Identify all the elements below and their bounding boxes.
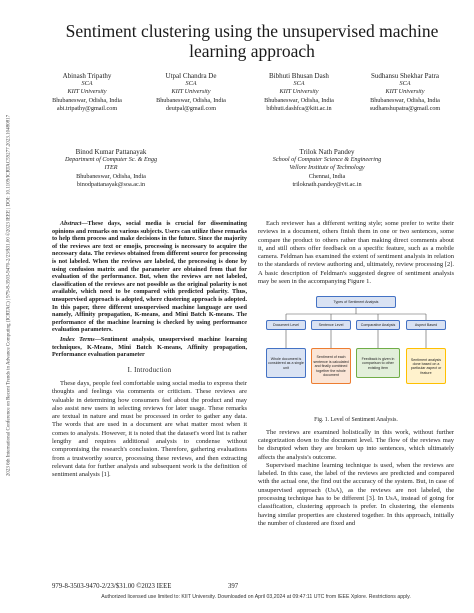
- license-notice: Authorized licensed use limited to: KIIT University. Downloaded on April 03,2024 at 09:47:11 UTC from IEEE Xplore. Restrictions apply.: [101, 594, 411, 600]
- figure-level-aspect: Aspect Based: [406, 320, 446, 330]
- figure-desc-aspect: Sentiment analysis done based on a particular aspect or feature: [406, 348, 446, 384]
- right-paragraph-3: Supervised machine learning technique is used, when the reviews are labeled. In this case, the label of the reviews are predicted and compared with the actual one, the find out the accuracy of the system. But, in case of unsupervised approach (UsA), as the reviews are not labeled, the processing technique has to be different [3]. In UsA, instead of going for classification, clustering approach is prefer. In clustering, the elements having similar properties are clustered together. In this approach, initially the number of clustered are fixed and: [258, 461, 454, 527]
- abstract: [52, 220, 247, 359]
- author-org: KIIT University: [171, 88, 211, 96]
- left-column: [52, 220, 247, 480]
- author-3: [244, 72, 354, 113]
- author-dept: SCA: [81, 80, 93, 88]
- author-1: [32, 72, 142, 113]
- author-dept: Department of Computer Sc. & Engg: [64, 156, 158, 164]
- figure-desc-document: Whole document is considered as a single unit: [266, 348, 306, 378]
- author-email: sudhanshupatra@gmail.com: [369, 104, 441, 112]
- author-dept: SCA: [185, 80, 197, 88]
- author-location: Bhubaneswar, Odisha, India: [156, 96, 226, 104]
- doi-sidebar: [2, 60, 16, 540]
- author-location: Bhubaneswar, Odisha, India: [76, 172, 146, 180]
- author-name: Utpal Chandra De: [165, 72, 217, 80]
- author-org: KIIT University: [279, 88, 319, 96]
- author-4: [350, 72, 460, 113]
- author-email: abi.tripathy@gmail.com: [56, 104, 118, 112]
- author-location: Chennai, India: [308, 172, 346, 180]
- author-name: Abinash Tripathy: [62, 72, 112, 80]
- author-org: ITER: [104, 164, 118, 172]
- author-org: KIIT University: [67, 88, 107, 96]
- right-paragraph-1: Each reviewer has a different writing style; some prefer to write their reviews in a document, others finish them in one or two sentences, some compare the product to others rather than making direct comments about it, and still others offer feedback on a specific feature, such as a mobile camera. Feldman has examined the extent of sentiment analysis in relation to the standards of review authoring and, ultimately, review processing [2]. A basic description of Feldman's suggested degree of sentiment analysis may be seen in the accompanying Figure 1.: [258, 220, 454, 286]
- figure-desc-sentence: Sentiment of each sentence is calculated and finally combined together the whole document: [311, 348, 351, 384]
- author-location: Bhubaneswar, Odisha, India: [370, 96, 440, 104]
- author-email: triloknath.pandey@vit.ac.in: [292, 180, 362, 188]
- author-email: deutpal@gmail.com: [165, 104, 217, 112]
- author-6: [247, 148, 407, 189]
- figure-level-document: Document Level: [266, 320, 306, 330]
- paper-title: Sentiment clustering using the unsupervised machine learning approach: [65, 21, 439, 61]
- right-paragraph-2: The reviews are examined holistically in this work, without further categorization down to the document level. The flow of the reviews may be disrupted when they are broken up into sentences, which ultimately affects the analysis's outcome.: [258, 428, 454, 461]
- author-location: Bhubaneswar, Odisha, India: [52, 96, 122, 104]
- section-heading: I. Introduction: [127, 366, 172, 374]
- author-name: Binod Kumar Pattanayak: [75, 148, 147, 156]
- author-email: bibhuti.dashfca@kiit.ac.in: [266, 104, 332, 112]
- author-location: Bhubaneswar, Odisha, India: [264, 96, 334, 104]
- index-terms-text: —Sentiment analysis, unsupervised machine learning techniques, K-Means, Mini Batch K-means, Affinity propagation, Performance evaluation parameter: [52, 335, 247, 359]
- page-number: 397: [228, 583, 239, 590]
- figure-1: [258, 290, 454, 414]
- author-name: Trilok Nath Pandey: [299, 148, 355, 156]
- intro-paragraph: These days, people feel comfortable using social media to express their thoughts and feelings via comments or criticism. These reviews are valuable in determining how consumers feel about the product and may also assist new users in selecting reviews for later usage. These remarks are textual in nature and must be processed in order to gather any data. The words that are used in a document are what matter most when it comes to analysis. However, it is noted that the dataset's word list is rather lengthy and requires additional analysis to condense without compromising the research's conclusion. Therefore, gathering evaluations from a trustworthy source, processing these reviews, and then extracting relevant data for further analysis and subsequent work is the definition of sentiment analysis [1].: [52, 379, 247, 479]
- author-name: Bibhuti Bhusan Dash: [269, 72, 329, 80]
- author-email: binodpattanayak@soa.ac.in: [76, 180, 146, 188]
- author-org: Vellore Institute of Technology: [289, 164, 365, 172]
- author-dept: School of Computer Science & Engineering: [272, 156, 382, 164]
- author-dept: SCA: [293, 80, 305, 88]
- author-name: Sudhansu Shekhar Patra: [370, 72, 440, 80]
- index-terms-label: Index Terms: [60, 335, 95, 343]
- abstract-label: Abstract: [60, 220, 82, 227]
- figure-level-sentence: Sentence Level: [311, 320, 351, 330]
- footer-isbn: 979-8-3503-9470-2/23/$31.00 ©2023 IEEE: [52, 583, 172, 590]
- figure-caption: Fig. 1. Level of Sentiment Analysis.: [314, 417, 398, 424]
- author-org: KIIT University: [385, 88, 425, 96]
- abstract-text: —These days, social media is crucial for disseminating opinions and remarks on various subjects. Users can utilize these remarks to help them process and make decisions in the future. Since the majority of the reviews are text or emojis, processing is necessary to acquire the necessary data. The reviews obtained from different source for processing is not labeled. When the reviews are labeled, the processing is done by using confusion matrix and the parameter are obtained from that for evaluation of the performance. But, when the reviews are not labeled, classification of the reviews are not possible as the original polarity is not available, which need to be compared with predicted polarity. Thus, unsupervised approach is adopted, where clustering approach is adopted. In this paper, three different unsupervised machine language are used namely, Affinity propagation, K-means, and Mini Batch K-means. The performance of the machine learning is checked by using performance evaluation parameters.: [52, 220, 247, 334]
- figure-top-box: Types of Sentiment Analysis: [316, 296, 396, 308]
- author-2: [136, 72, 246, 113]
- figure-level-comparative: Comparative Analysis: [356, 320, 400, 330]
- author-dept: SCA: [399, 80, 411, 88]
- right-column: [258, 220, 454, 528]
- figure-desc-comparative: Feedback is given in comparison to other existing item: [356, 348, 400, 378]
- author-5: [46, 148, 176, 189]
- doi-sidebar-text: 2023 6th International Conference on Recent Trends in Advance Computing (ICRTAC) | 979-8-3503-9470-2/23/$31.00 ©2023 IEEE | DOI: 10.1109/ICRTAC59277.2023.10480817: [6, 114, 12, 477]
